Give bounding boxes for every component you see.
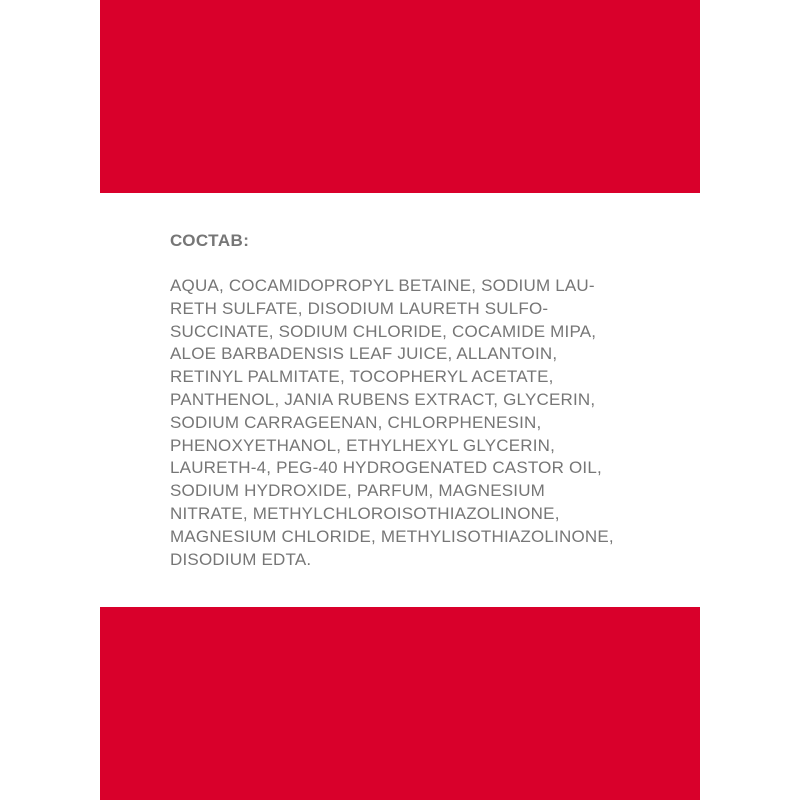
ingredient-line: ALOE BARBADENSIS LEAF JUICE, ALLANTOIN, <box>170 344 558 364</box>
top-red-band <box>100 0 700 193</box>
ingredient-line: SUCCINATE, SODIUM CHLORIDE, COCAMIDE MIPA, <box>170 321 597 341</box>
ingredients-panel <box>100 193 700 607</box>
ingredients-heading: СОСТАВ: <box>170 231 250 250</box>
ingredient-line: DISODIUM EDTA. <box>170 549 312 569</box>
ingredients-list <box>170 275 614 571</box>
bottom-red-band <box>100 607 700 800</box>
ingredient-line: RETINYL PALMITATE, TOCOPHERYL ACETATE, <box>170 367 554 387</box>
ingredient-line: RETH SULFATE, DISODIUM LAURETH SULFO- <box>170 298 549 318</box>
ingredient-line: PHENOXYETHANOL, ETHYLHEXYL GLYCERIN, <box>170 435 556 455</box>
ingredient-line: MAGNESIUM CHLORIDE, METHYLISOTHIAZOLINONE, <box>170 526 614 546</box>
ingredient-line: LAURETH-4, PEG-40 HYDROGENATED CASTOR OIL, <box>170 458 602 478</box>
ingredient-line: SODIUM HYDROXIDE, PARFUM, MAGNESIUM <box>170 481 546 501</box>
ingredient-line: NITRATE, METHYLCHLOROISOTHIAZOLINONE, <box>170 503 560 523</box>
ingredient-line: PANTHENOL, JANIA RUBENS EXTRACT, GLYCERIN, <box>170 389 596 409</box>
ingredient-line: SODIUM CARRAGEENAN, CHLORPHENESIN, <box>170 412 542 432</box>
ingredient-line: AQUA, COCAMIDOPROPYL BETAINE, SODIUM LAU- <box>170 276 595 295</box>
